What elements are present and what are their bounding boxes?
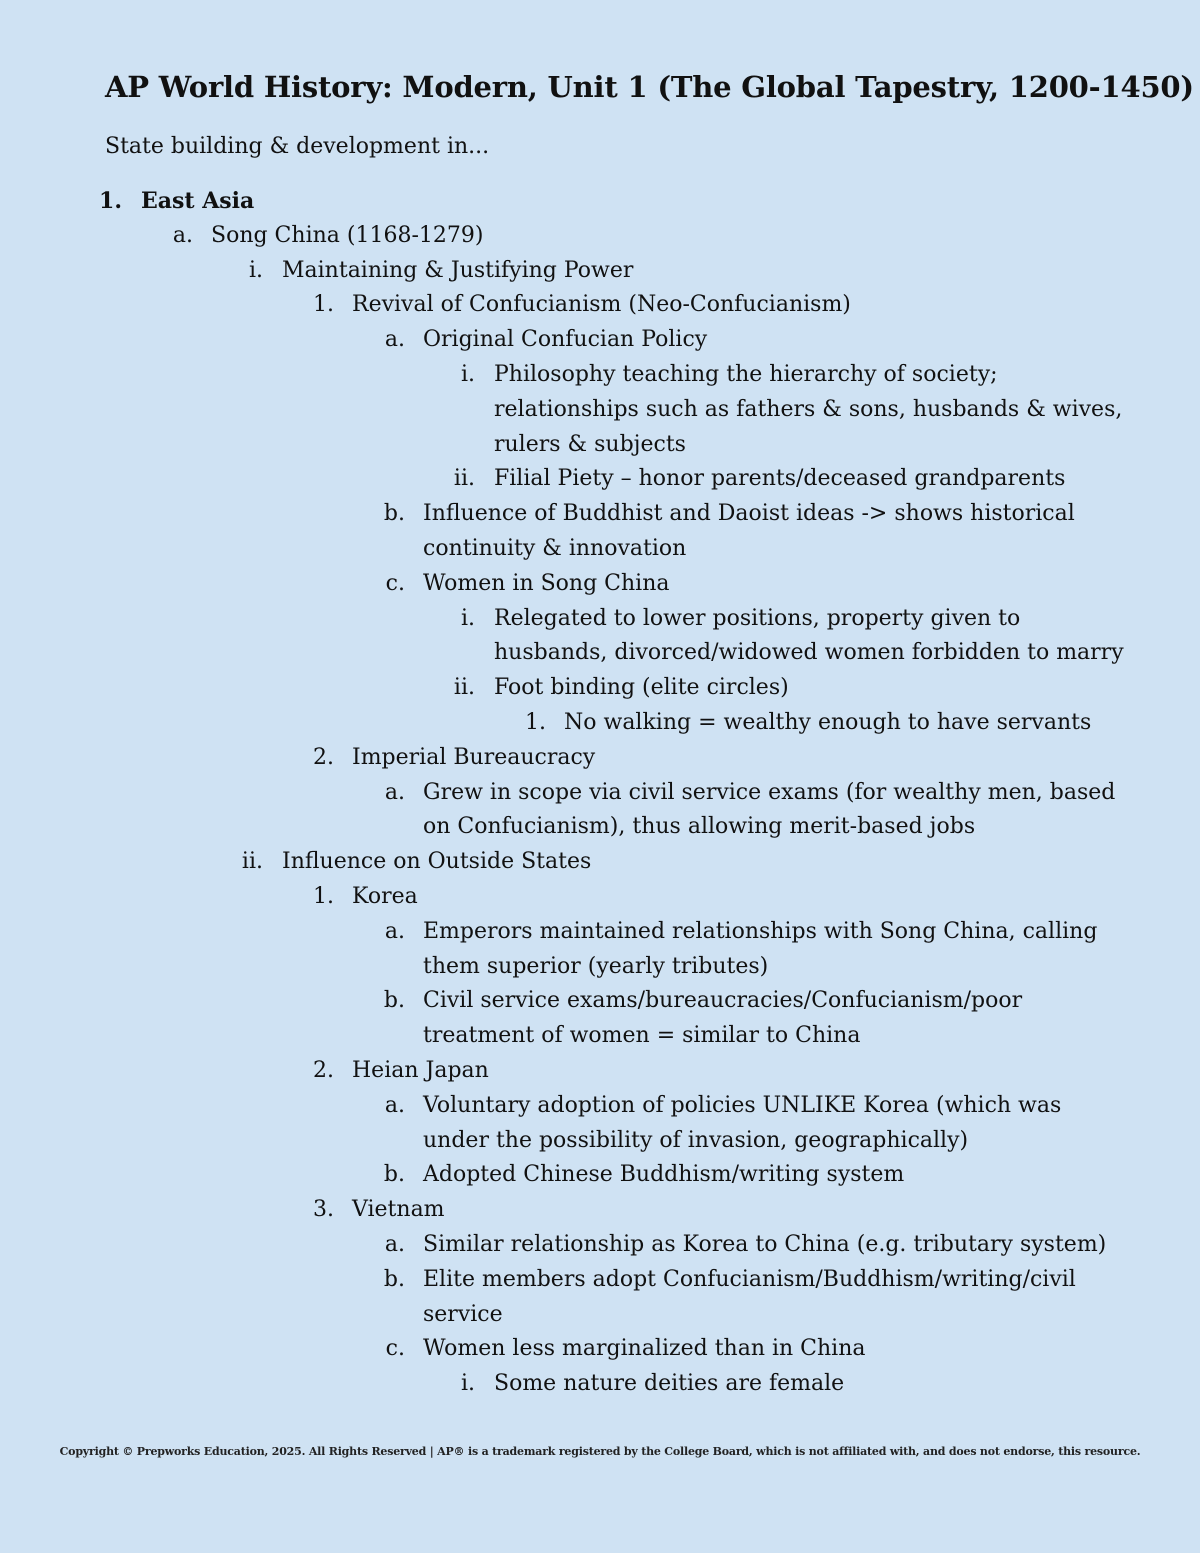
- outline-marker: i.: [460, 361, 475, 387]
- outline-item: [0, 671, 1200, 706]
- outline-item: [0, 602, 1200, 672]
- outline-marker: i.: [248, 257, 263, 283]
- outline-item: [0, 219, 1200, 254]
- outline-item: [0, 1089, 1200, 1159]
- outline-item: [0, 1332, 1200, 1367]
- outline-item: [0, 880, 1200, 915]
- outline-text: Vietnam: [352, 1197, 445, 1223]
- outline-text: Imperial Bureaucracy: [352, 744, 596, 770]
- outline-marker: 1.: [99, 188, 122, 214]
- outline-marker: 1.: [313, 292, 334, 318]
- outline-text: Influence of Buddhist and Daoist ideas -> shows historical continuity & innovation: [423, 501, 1075, 561]
- outline-list: [0, 184, 1200, 1402]
- outline-text: East Asia: [141, 188, 255, 214]
- outline-item: [0, 1228, 1200, 1263]
- outline-text: Influence on Outside States: [282, 849, 592, 875]
- outline-marker: b.: [383, 988, 405, 1014]
- outline-text: Philosophy teaching the hierarchy of society; relationships such as fathers & sons, husbands & wives, rulers & subjects: [494, 361, 1123, 457]
- outline-item: [0, 462, 1200, 497]
- outline-marker: b.: [383, 501, 405, 527]
- outline-marker: a.: [384, 918, 405, 944]
- outline-text: Women less marginalized than in China: [423, 1336, 866, 1362]
- outline-text: Song China (1168-1279): [211, 222, 484, 248]
- outline-marker: 1.: [525, 709, 546, 735]
- outline-marker: ii.: [453, 466, 475, 492]
- outline-text: Women in Song China: [423, 570, 670, 596]
- outline-item: [0, 567, 1200, 602]
- intro-text: State building & development in...: [105, 134, 490, 159]
- outline-item: [0, 1158, 1200, 1193]
- outline-marker: b.: [383, 1162, 405, 1188]
- page-title: AP World History: Modern, Unit 1 (The Global Tapestry, 1200-1450): [105, 70, 1194, 104]
- outline-item: [0, 323, 1200, 358]
- outline-text: Korea: [352, 883, 418, 909]
- outline-item: [0, 1367, 1200, 1402]
- outline-item: [0, 845, 1200, 880]
- outline-item: [0, 741, 1200, 776]
- outline-text: Original Confucian Policy: [423, 327, 708, 353]
- outline-text: Filial Piety – honor parents/deceased grandparents: [494, 466, 1066, 492]
- outline-text: Revival of Confucianism (Neo-Confucianism): [352, 292, 851, 318]
- outline-item: [0, 984, 1200, 1054]
- outline-marker: 2.: [313, 744, 334, 770]
- outline-text: Relegated to lower positions, property given to husbands, divorced/widowed women forbidden to marry: [494, 605, 1124, 666]
- outline-text: Some nature deities are female: [494, 1371, 845, 1397]
- outline-text: Emperors maintained relationships with Song China, calling them superior (yearly tributes): [423, 918, 1098, 979]
- outline-item: [0, 776, 1200, 846]
- outline-marker: ii.: [453, 675, 475, 701]
- outline-item: [0, 915, 1200, 985]
- outline-text: Voluntary adoption of policies UNLIKE Korea (which was under the possibility of invasion, geographically): [423, 1092, 1062, 1153]
- outline-item: [0, 288, 1200, 323]
- outline-text: Foot binding (elite circles): [494, 675, 789, 701]
- outline-item: [0, 497, 1200, 567]
- outline-text: Civil service exams/bureaucracies/Confucianism/poor treatment of women = similar to China: [423, 988, 1023, 1049]
- outline-marker: i.: [460, 1371, 475, 1397]
- outline-text: Grew in scope via civil service exams (for wealthy men, based on Confucianism), thus allowing merit-based jobs: [423, 779, 1116, 840]
- outline-item: [0, 184, 1200, 219]
- outline-marker: ii.: [241, 849, 263, 875]
- outline-item: [0, 358, 1200, 462]
- outline-text: Heian Japan: [352, 1057, 489, 1083]
- outline-marker: a.: [384, 327, 405, 353]
- outline-marker: b.: [383, 1266, 405, 1292]
- outline-marker: 3.: [313, 1197, 334, 1223]
- outline-text: No walking = wealthy enough to have servants: [564, 709, 1092, 735]
- copyright-footer: Copyright © Prepworks Education, 2025. All Rights Reserved | AP® is a trademark registered by the College Board, which is not affiliated with, and does not endorse, this resource.: [59, 1445, 1141, 1458]
- outline-text: Similar relationship as Korea to China (e.g. tributary system): [423, 1231, 1107, 1257]
- outline-marker: 2.: [313, 1057, 334, 1083]
- outline-marker: c.: [385, 570, 405, 596]
- outline-marker: c.: [385, 1336, 405, 1362]
- outline-item: [0, 706, 1200, 741]
- outline-marker: a.: [172, 222, 193, 248]
- outline-item: [0, 1263, 1200, 1333]
- outline-marker: 1.: [313, 883, 334, 909]
- outline-marker: i.: [460, 605, 475, 631]
- outline-text: Adopted Chinese Buddhism/writing system: [423, 1162, 905, 1188]
- outline-text: Elite members adopt Confucianism/Buddhism/writing/civil service: [423, 1266, 1076, 1327]
- outline-item: [0, 1193, 1200, 1228]
- outline-marker: a.: [384, 1231, 405, 1257]
- outline-text: Maintaining & Justifying Power: [282, 257, 634, 283]
- outline-item: [0, 254, 1200, 289]
- outline-item: [0, 1054, 1200, 1089]
- outline-marker: a.: [384, 779, 405, 805]
- outline-marker: a.: [384, 1092, 405, 1118]
